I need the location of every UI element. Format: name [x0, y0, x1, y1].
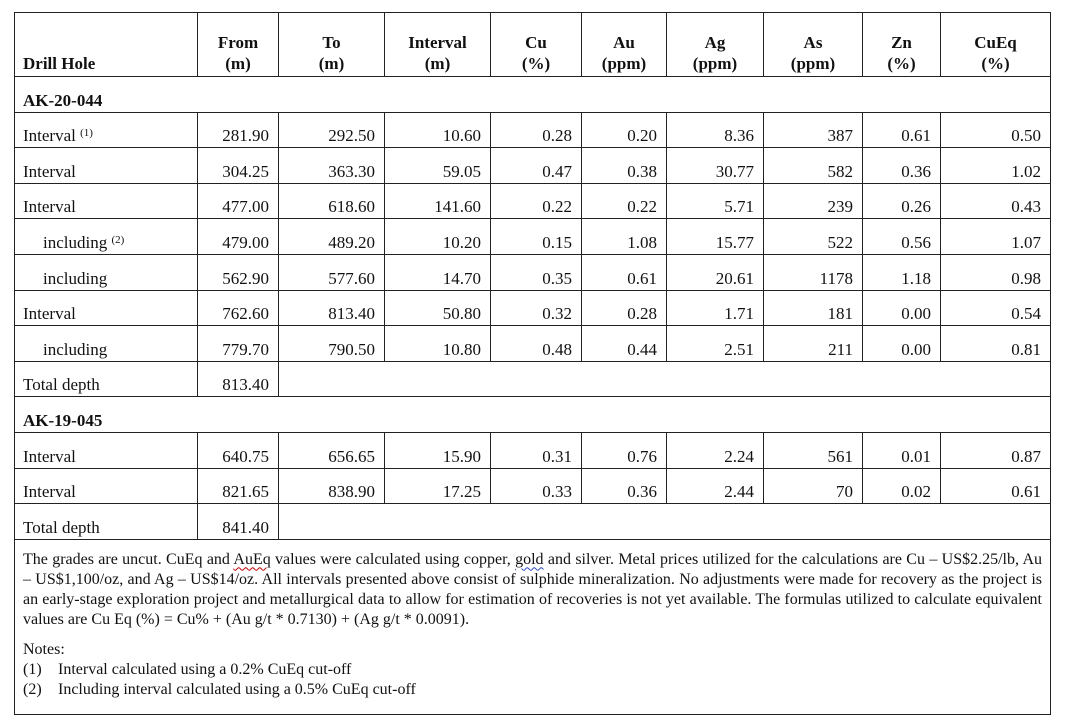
- cell-au: 0.38: [582, 148, 667, 184]
- cell-as: 1178: [764, 254, 863, 290]
- row-label-text: Interval: [23, 197, 76, 217]
- cell-from: 304.25: [198, 148, 279, 184]
- drill-hole-name: AK-19-045: [15, 397, 1051, 433]
- cell-interval: 50.80: [385, 290, 491, 326]
- header-from-line: (m): [225, 54, 251, 73]
- cell-cueq: 0.61: [941, 468, 1051, 504]
- footnote-text-c: and silver. Metal prices utilized for the calculations are Cu – US$2.25/lb, Au – US$1,100/oz, and Ag – US$14/oz. All intervals presented above consist of sulphide mineralization. No adjustments were made for recovery as the project is an early-stage exploration project and metallurgical data to allow for estimation of recoveries is not yet available. The formulas utilized to calculate equivalent values are Cu Eq (%) = Cu% + (Au g/t * 0.7130) + (Ag g/t * 0.0091).: [23, 550, 1043, 628]
- cell-to: 618.60: [279, 183, 385, 219]
- footnote-row: [15, 539, 1051, 714]
- row-label-text: Interval: [23, 482, 76, 502]
- header-cueq: [941, 13, 1051, 77]
- table-row: [15, 254, 1051, 290]
- cell-cu: 0.22: [491, 183, 582, 219]
- cell-from: 821.65: [198, 468, 279, 504]
- cell-from: 779.70: [198, 326, 279, 362]
- header-to-line: To: [322, 33, 341, 52]
- cell-cueq: 0.50: [941, 112, 1051, 148]
- header-to-line: (m): [318, 54, 345, 73]
- table-row: [15, 468, 1051, 504]
- header-au-line: (ppm): [601, 54, 647, 73]
- row-label: [15, 432, 198, 468]
- note-text: Including interval calculated using a 0.5% CuEq cut-off: [58, 680, 416, 698]
- header-cu: [491, 13, 582, 77]
- cell-interval: 15.90: [385, 432, 491, 468]
- footnote-cell: [15, 539, 1051, 714]
- row-label-text: Interval: [23, 161, 76, 181]
- row-label-text: Interval: [23, 304, 76, 324]
- footnote-text-b: values were calculated using copper,: [270, 550, 516, 568]
- cell-interval: 10.80: [385, 326, 491, 362]
- cell-ag: 20.61: [667, 254, 764, 290]
- header-to: [279, 13, 385, 77]
- cell-interval: 10.20: [385, 219, 491, 255]
- cell-as: 522: [764, 219, 863, 255]
- cell-zn: 0.61: [863, 112, 941, 148]
- cell-to: 292.50: [279, 112, 385, 148]
- table-row: [15, 148, 1051, 184]
- row-label-text: Interval: [23, 126, 76, 146]
- table-row: [15, 290, 1051, 326]
- cell-interval: 14.70: [385, 254, 491, 290]
- total-depth-value: 841.40: [198, 504, 279, 540]
- cell-from: 281.90: [198, 112, 279, 148]
- cell-ag: 2.44: [667, 468, 764, 504]
- cell-cu: 0.35: [491, 254, 582, 290]
- row-label: [15, 326, 198, 362]
- table-row: [15, 183, 1051, 219]
- footnote-ref: (1): [80, 127, 93, 140]
- header-interval-line: Interval: [408, 33, 467, 52]
- table-row: [15, 432, 1051, 468]
- cell-as: 582: [764, 148, 863, 184]
- notes-title: Notes:: [23, 640, 65, 658]
- section-row: [15, 397, 1051, 433]
- cell-cueq: 0.81: [941, 326, 1051, 362]
- cell-ag: 1.71: [667, 290, 764, 326]
- total-depth-empty: [279, 504, 1051, 540]
- row-label-text: including: [43, 268, 108, 288]
- cell-as: 561: [764, 432, 863, 468]
- drill-results-table: [14, 12, 1051, 715]
- header-cueq-line: CuEq: [974, 33, 1017, 52]
- cell-from: 762.60: [198, 290, 279, 326]
- cell-cueq: 0.87: [941, 432, 1051, 468]
- cell-cu: 0.32: [491, 290, 582, 326]
- cell-ag: 2.51: [667, 326, 764, 362]
- notes-list: [23, 660, 1042, 700]
- row-label: [15, 219, 198, 255]
- cell-to: 790.50: [279, 326, 385, 362]
- cell-zn: 0.26: [863, 183, 941, 219]
- cell-au: 0.20: [582, 112, 667, 148]
- cell-au: 0.28: [582, 290, 667, 326]
- cell-zn: 0.00: [863, 326, 941, 362]
- cell-ag: 5.71: [667, 183, 764, 219]
- total-depth-empty: [279, 361, 1051, 397]
- results-table-container: [14, 12, 1050, 715]
- total-depth-row: [15, 504, 1051, 540]
- row-label-text: Interval: [23, 446, 76, 466]
- cell-interval: 141.60: [385, 183, 491, 219]
- cell-cu: 0.31: [491, 432, 582, 468]
- header-as-line: (ppm): [790, 54, 836, 73]
- note-number: (2): [23, 680, 42, 698]
- cell-zn: 0.00: [863, 290, 941, 326]
- cell-cu: 0.48: [491, 326, 582, 362]
- header-interval: [385, 13, 491, 77]
- total-depth-label: Total depth: [15, 361, 198, 397]
- note-text: Interval calculated using a 0.2% CuEq cut-off: [58, 660, 352, 678]
- table-row: [15, 326, 1051, 362]
- drill-hole-name: AK-20-044: [15, 77, 1051, 113]
- footnote-text-a: The grades are uncut. CuEq and: [23, 550, 234, 568]
- cell-as: 239: [764, 183, 863, 219]
- header-ag-line: Ag: [704, 33, 726, 52]
- cell-from: 477.00: [198, 183, 279, 219]
- cell-au: 1.08: [582, 219, 667, 255]
- header-from: [198, 13, 279, 77]
- header-zn-line: Zn: [891, 33, 912, 52]
- header-cueq-line: (%): [981, 54, 1010, 73]
- row-label: [15, 112, 198, 148]
- cell-to: 489.20: [279, 219, 385, 255]
- footnote-paragraph: [23, 550, 1042, 630]
- row-label: [15, 290, 198, 326]
- cell-zn: 0.02: [863, 468, 941, 504]
- cell-to: 363.30: [279, 148, 385, 184]
- cell-cueq: 0.43: [941, 183, 1051, 219]
- cell-ag: 15.77: [667, 219, 764, 255]
- header-interval-line: (m): [424, 54, 451, 73]
- cell-cueq: 1.02: [941, 148, 1051, 184]
- cell-au: 0.22: [582, 183, 667, 219]
- cell-au: 0.36: [582, 468, 667, 504]
- cell-zn: 1.18: [863, 254, 941, 290]
- header-from-line: From: [217, 33, 259, 52]
- header-au: [582, 13, 667, 77]
- cell-cueq: 0.98: [941, 254, 1051, 290]
- cell-cueq: 1.07: [941, 219, 1051, 255]
- cell-as: 181: [764, 290, 863, 326]
- row-label: [15, 183, 198, 219]
- header-hole-line: Drill Hole: [23, 54, 96, 73]
- cell-to: 838.90: [279, 468, 385, 504]
- cell-zn: 0.36: [863, 148, 941, 184]
- cell-from: 562.90: [198, 254, 279, 290]
- cell-cu: 0.47: [491, 148, 582, 184]
- header-ag-line: (ppm): [692, 54, 738, 73]
- header-hole: [15, 13, 198, 77]
- table-row: [15, 112, 1051, 148]
- row-label: [15, 254, 198, 290]
- cell-au: 0.44: [582, 326, 667, 362]
- header-au-line: Au: [613, 33, 635, 52]
- cell-cu: 0.28: [491, 112, 582, 148]
- cell-interval: 59.05: [385, 148, 491, 184]
- spellcheck-flagged-word: AuEq: [233, 550, 271, 568]
- header-ag: [667, 13, 764, 77]
- section-row: [15, 77, 1051, 113]
- cell-au: 0.76: [582, 432, 667, 468]
- footnote-ref: (2): [111, 233, 125, 246]
- total-depth-value: 813.40: [198, 361, 279, 397]
- row-label-text: including: [43, 339, 108, 359]
- note-number: (1): [23, 660, 42, 678]
- header-zn: [863, 13, 941, 77]
- cell-ag: 2.24: [667, 432, 764, 468]
- cell-from: 479.00: [198, 219, 279, 255]
- total-depth-label: Total depth: [15, 504, 198, 540]
- cell-to: 656.65: [279, 432, 385, 468]
- cell-as: 387: [764, 112, 863, 148]
- cell-zn: 0.56: [863, 219, 941, 255]
- cell-from: 640.75: [198, 432, 279, 468]
- cell-cu: 0.15: [491, 219, 582, 255]
- header-as: [764, 13, 863, 77]
- cell-cu: 0.33: [491, 468, 582, 504]
- total-depth-row: [15, 361, 1051, 397]
- cell-interval: 10.60: [385, 112, 491, 148]
- cell-to: 813.40: [279, 290, 385, 326]
- cell-to: 577.60: [279, 254, 385, 290]
- note-item: [23, 660, 1042, 680]
- table-row: [15, 219, 1051, 255]
- row-label: [15, 148, 198, 184]
- note-item: [23, 680, 1042, 700]
- header-cu-line: (%): [521, 54, 551, 73]
- header-row: [15, 13, 1051, 77]
- cell-cueq: 0.54: [941, 290, 1051, 326]
- row-label-text: including: [43, 232, 108, 252]
- cell-interval: 17.25: [385, 468, 491, 504]
- cell-as: 70: [764, 468, 863, 504]
- header-zn-line: (%): [887, 54, 916, 73]
- header-cu-line: Cu: [525, 33, 547, 52]
- cell-au: 0.61: [582, 254, 667, 290]
- header-as-line: As: [803, 33, 823, 52]
- grammar-flagged-word: gold: [515, 550, 544, 568]
- cell-ag: 30.77: [667, 148, 764, 184]
- cell-zn: 0.01: [863, 432, 941, 468]
- cell-as: 211: [764, 326, 863, 362]
- row-label: [15, 468, 198, 504]
- cell-ag: 8.36: [667, 112, 764, 148]
